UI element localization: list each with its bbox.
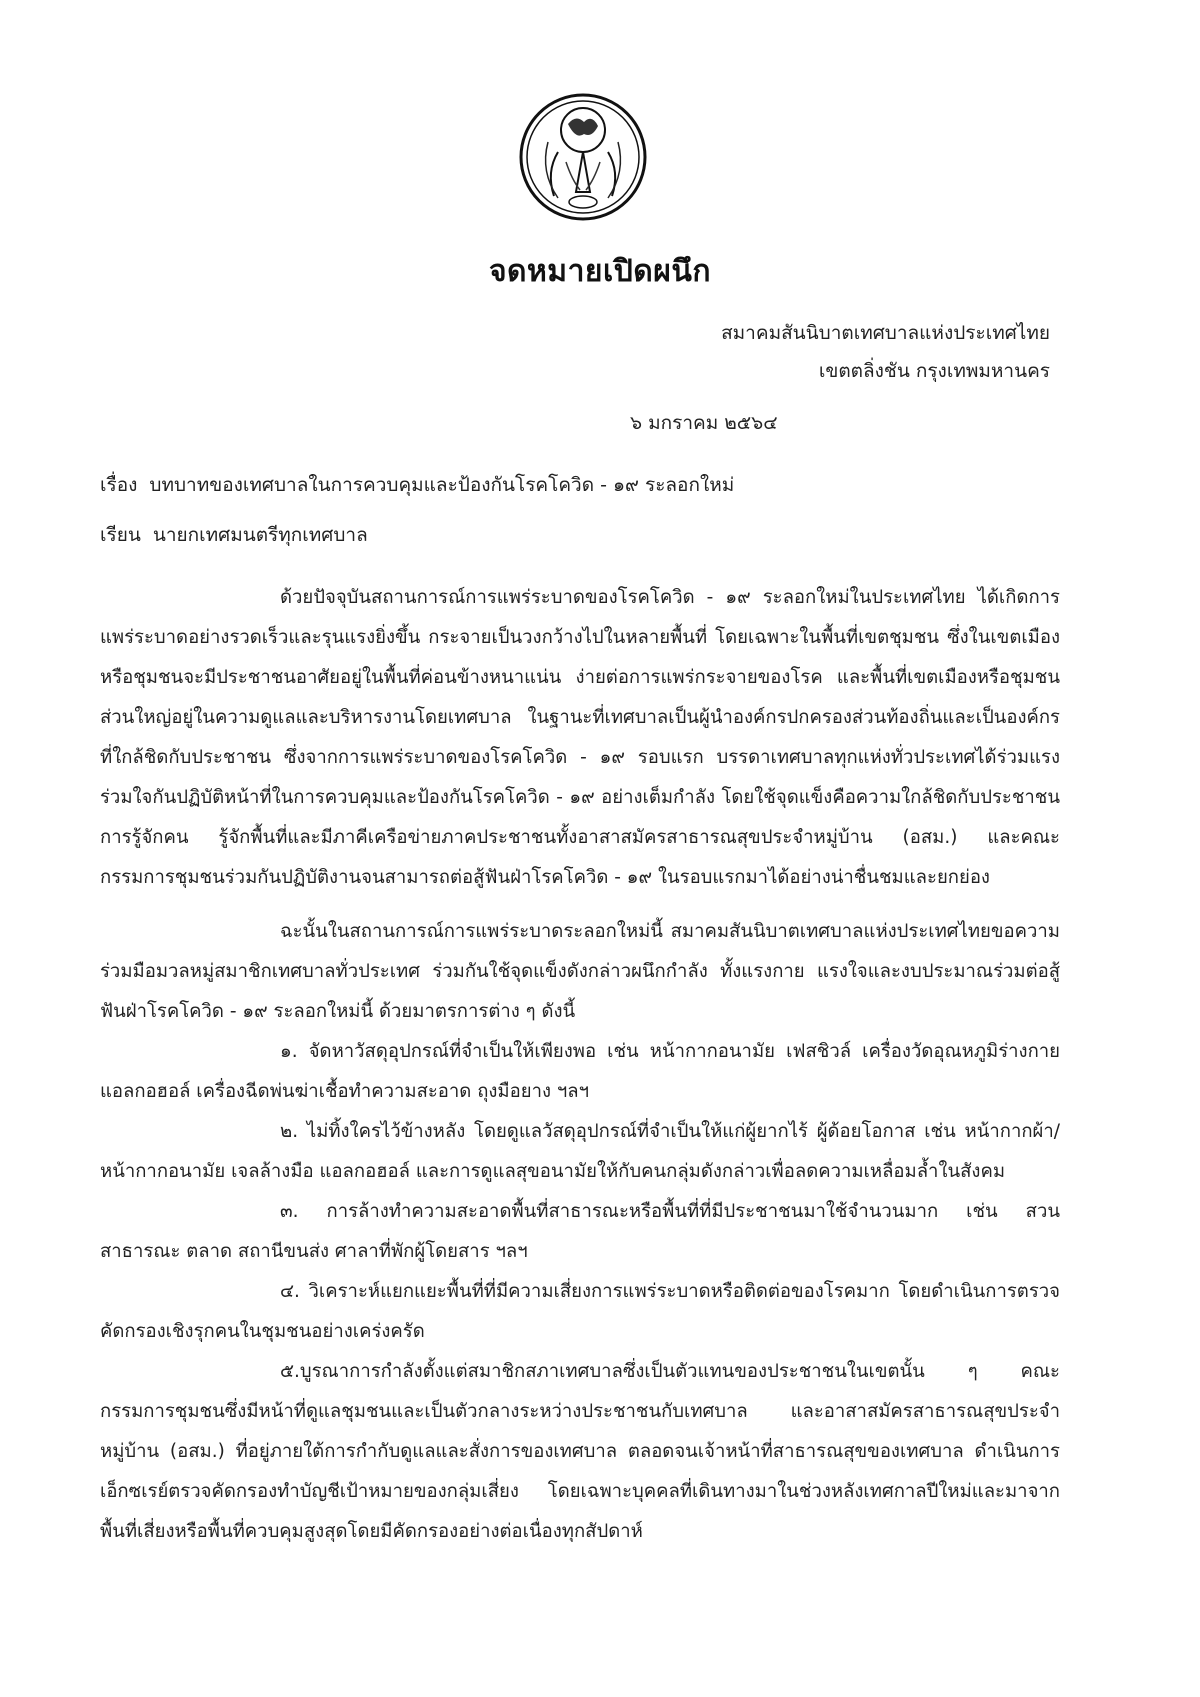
body-paragraph-1: ด้วยปัจจุบันสถานการณ์การแพร่ระบาดของโรคโควิด - ๑๙ ระลอกใหม่ในประเทศไทย ได้เกิดการแพร่ระบาดอย่างรวดเร็วและรุนแรงยิ่งขึ้น กระจายเป็นวงกว้างไปในหลายพื้นที่ โดยเฉพาะในพื้นที่เขตชุมชน ซึ่งในเขตเมืองหรือชุมชนจะมีประชาชนอาศัยอยู่ในพื้นที่ค่อนข้างหนาแน่น ง่ายต่อการแพร่กระจายของโรค และพื้นที่เขตเมืองหรือชุมชนส่วนใหญ่อยู่ในความดูแลและบริหารงานโดยเทศบาล ในฐานะที่เทศบาลเป็นผู้นำองค์กรปกครองส่วนท้องถิ่นและเป็นองค์กรที่ใกล้ชิดกับประชาชน ซึ่งจากการแพร่ระบาดของโรคโควิด - ๑๙ รอบแรก บรรดาเทศบาลทุกแห่งทั่วประเทศได้ร่วมแรงร่วมใจกันปฏิบัติหน้าที่ในการควบคุมและป้องกันโรคโควิด - ๑๙ อย่างเต็มกำลัง โดยใช้จุดแข็งคือความใกล้ชิดกับประชาชน การรู้จักคน รู้จักพื้นที่และมีภาคีเครือข่ายภาคประชาชนทั้งอาสาสมัครสาธารณสุขประจำหมู่บ้าน (อสม.) และคณะกรรมการชุมชนร่วมกันปฏิบัติงานจนสามารถต่อสู้ฟันฝ่าโรคโควิด - ๑๙ ในรอบแรกมาได้อย่างน่าชื่นชมและยกย่อง bbox=[100, 587, 1060, 888]
recipient-line bbox=[100, 520, 368, 550]
measure-item-1: ๑. จัดหาวัสดุอุปกรณ์ที่จำเป็นให้เพียงพอ เช่น หน้ากากอนามัย เฟสชิวล์ เครื่องวัดอุณหภูมิร่างกาย แอลกอฮอล์ เครื่องฉีดพ่นฆ่าเชื้อทำความสะอาด ถุงมือยาง ฯลฯ bbox=[100, 1041, 1060, 1102]
document-date: ๖ มกราคม ๒๕๖๔ bbox=[630, 412, 778, 434]
subject-text: บทบาทของเทศบาลในการควบคุมและป้องกันโรคโควิด - ๑๙ ระลอกใหม่ bbox=[149, 474, 735, 496]
subject-label: เรื่อง bbox=[100, 474, 138, 496]
measure-item-2: ๒. ไม่ทิ้งใครไว้ข้างหลัง โดยดูแลวัสดุอุปกรณ์ที่จำเป็นให้แก่ผู้ยากไร้ ผู้ด้อยโอกาส เช่น หน้ากากผ้า/หน้ากากอนามัย เจลล้างมือ แอลกอฮอล์ และการดูแลสุขอนามัยให้กับคนกลุ่มดังกล่าวเพื่อลดความเหลื่อมล้ำในสังคม bbox=[100, 1121, 1060, 1182]
recipient-label: เรียน bbox=[100, 524, 141, 546]
organization-seal-icon bbox=[518, 92, 648, 222]
sender-organization: สมาคมสันนิบาตเทศบาลแห่งประเทศไทย bbox=[721, 322, 1050, 344]
body-paragraph-2: ฉะนั้นในสถานการณ์การแพร่ระบาดระลอกใหม่นี้ สมาคมสันนิบาตเทศบาลแห่งประเทศไทยขอความร่วมมือมวลหมู่สมาชิกเทศบาลทั่วประเทศ ร่วมกันใช้จุดแข็งดังกล่าวผนึกกำลัง ทั้งแรงกาย แรงใจและงบประมาณร่วมต่อสู้ฟันฝ่าโรคโควิด - ๑๙ ระลอกใหม่นี้ ด้วยมาตรการต่าง ๆ ดังนี้ bbox=[100, 921, 1060, 1022]
measure-item-3: ๓. การล้างทำความสะอาดพื้นที่สาธารณะหรือพื้นที่ที่มีประชาชนมาใช้จำนวนมาก เช่น สวนสาธารณะ ตลาด สถานีขนส่ง ศาลาที่พักผู้โดยสาร ฯลฯ bbox=[100, 1201, 1060, 1262]
measure-item-5: ๕.บูรณาการกำลังตั้งแต่สมาชิกสภาเทศบาลซึ่งเป็นตัวแทนของประชาชนในเขตนั้น ๆ คณะกรรมการชุมชนซึ่งมีหน้าที่ดูแลชุมชนและเป็นตัวกลางระหว่างประชาชนกับเทศบาล และอาสาสมัครสาธารณสุขประจำหมู่บ้าน (อสม.) ที่อยู่ภายใต้การกำกับดูแลและสั่งการของเทศบาล ตลอดจนเจ้าหน้าที่สาธารณสุขของเทศบาล ดำเนินการเอ็กซเรย์ตรวจคัดกรองทำบัญชีเป้าหมายของกลุ่มเสี่ยง โดยเฉพาะบุคคลที่เดินทางมาในช่วงหลังเทศกาลปีใหม่และมาจากพื้นที่เสี่ยงหรือพื้นที่ควบคุมสูงสุดโดยมีคัดกรองอย่างต่อเนื่องทุกสัปดาห์ bbox=[100, 1361, 1060, 1542]
sender-location: เขตตลิ่งชัน กรุงเทพมหานคร bbox=[818, 360, 1050, 382]
letter-body bbox=[100, 578, 1060, 1552]
measure-item-4: ๔. วิเคราะห์แยกแยะพื้นที่ที่มีความเสี่ยงการแพร่ระบาดหรือติดต่อของโรคมาก โดยดำเนินการตรวจคัดกรองเชิงรุกคนในชุมชนอย่างเคร่งครัด bbox=[100, 1281, 1060, 1342]
document-title: จดหมายเปิดผนึก bbox=[488, 254, 712, 289]
recipient-text: นายกเทศมนตรีทุกเทศบาล bbox=[152, 524, 368, 546]
subject-line bbox=[100, 470, 734, 500]
